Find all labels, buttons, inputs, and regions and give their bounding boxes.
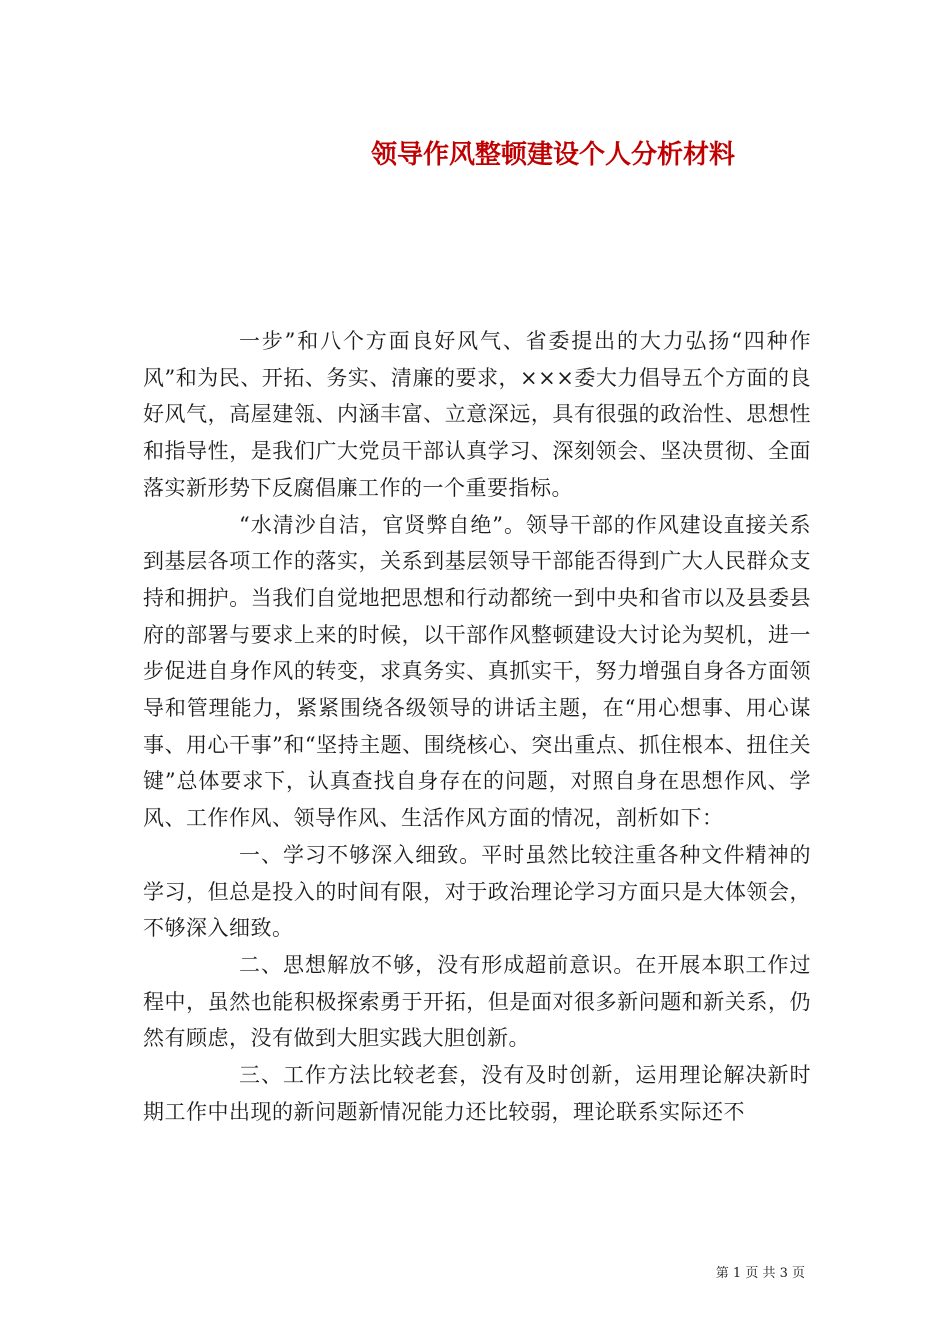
page-number: 第 1 页 共 3 页	[715, 1266, 805, 1281]
paragraph: 二、思想解放不够，没有形成超前意识。在开展本职工作过程中，虽然也能积极探索勇于开拓，但是面对很多新问题和新关系，仍然有顾虑，没有做到大胆实践大胆创新。	[143, 952, 811, 1051]
paragraph: “水清沙自洁，官贤弊自绝”。领导干部的作风建设直接关系到基层各项工作的落实，关系到基层领导干部能否得到广大人民群众支持和拥护。当我们自觉地把思想和行动都统一到中央和省市以及县委县府的部署与要求上来的时候，以干部作风整顿建设大讨论为契机，进一步促进自身作风的转变，求真务实、真抓实干，努力增强自身各方面领导和管理能力，紧紧围绕各级领导的讲话主题，在“用心想事、用心谋事、用心干事”和“坚持主题、围绕核心、突出重点、抓住根本、扭住关键”总体要求下，认真查找自身存在的问题，对照自身在思想作风、学风、工作作风、领导作风、生活作风方面的情况，剖析如下：	[143, 512, 811, 831]
paragraph: 一步”和八个方面良好风气、省委提出的大力弘扬“四种作风”和为民、开拓、务实、清廉的要求，×××委大力倡导五个方面的良好风气，高屋建瓴、内涵丰富、立意深远，具有很强的政治性、思想性和指导性，是我们广大党员干部认真学习、深刻领会、坚决贯彻、全面落实新形势下反腐倡廉工作的一个重要指标。	[143, 329, 811, 500]
paragraph: 一、学习不够深入细致。平时虽然比较注重各种文件精神的学习，但总是投入的时间有限，对于政治理论学习方面只是大体领会，不够深入细致。	[143, 842, 811, 941]
document-title: 领导作风整顿建设个人分析材料	[370, 140, 735, 170]
document-body	[143, 323, 811, 1130]
paragraph: 三、工作方法比较老套，没有及时创新，运用理论解决新时期工作中出现的新问题新情况能力还比较弱，理论联系实际还不	[143, 1063, 811, 1124]
